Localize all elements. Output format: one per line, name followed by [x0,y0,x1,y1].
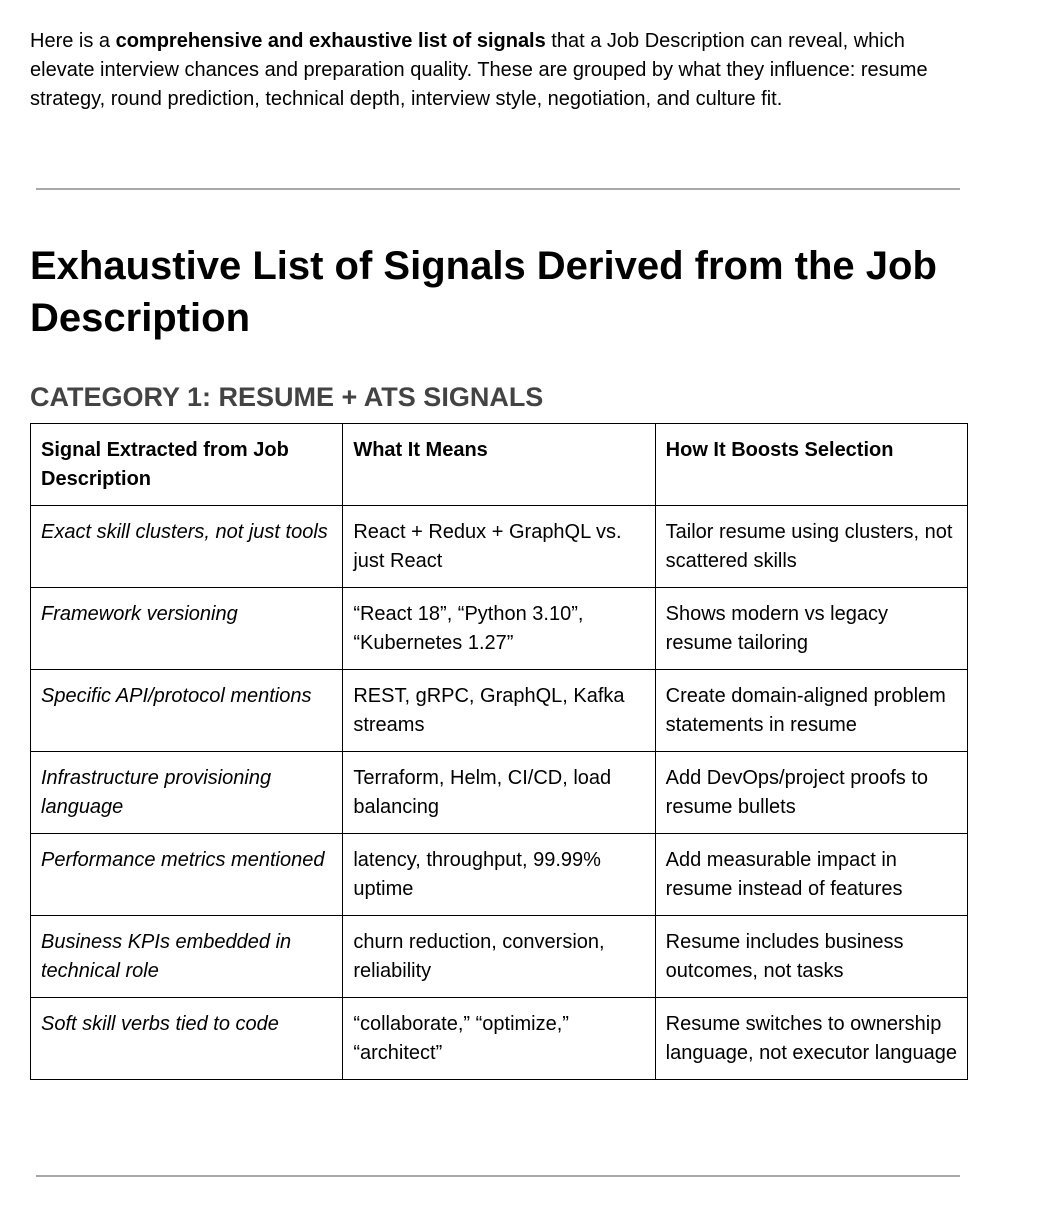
table-row [31,834,968,916]
meaning-cell: “collaborate,” “optimize,” “architect” [343,998,655,1080]
meaning-cell: React + Redux + GraphQL vs. just React [343,506,655,588]
table-row [31,506,968,588]
boost-cell: Shows modern vs legacy resume tailoring [655,588,967,670]
table-row [31,588,968,670]
signal-cell: Specific API/protocol mentions [31,670,343,752]
page-title: Exhaustive List of Signals Derived from the Job Description [30,244,937,340]
boost-cell: Add DevOps/project proofs to resume bullets [655,752,967,834]
table-header-row [31,424,968,506]
signal-cell: Exact skill clusters, not just tools [31,506,343,588]
signal-cell: Performance metrics mentioned [31,834,343,916]
boost-cell: Resume includes business outcomes, not tasks [655,916,967,998]
header-boost: How It Boosts Selection [655,424,967,506]
meaning-cell: churn reduction, conversion, reliability [343,916,655,998]
header-signal: Signal Extracted from Job Description [31,424,343,506]
header-meaning: What It Means [343,424,655,506]
intro-text-after: that a Job Description can reveal, which elevate interview chances and preparation quality. These are grouped by what they influence: resume strategy, round prediction, technical depth, interview style, negotiation, and culture fit. [30,30,928,110]
boost-cell: Tailor resume using clusters, not scattered skills [655,506,967,588]
boost-cell: Resume switches to ownership language, not executor language [655,998,967,1080]
signal-cell: Soft skill verbs tied to code [31,998,343,1080]
table-row [31,670,968,752]
table-row [31,916,968,998]
meaning-cell: Terraform, Helm, CI/CD, load balancing [343,752,655,834]
table-row [31,998,968,1080]
signal-cell: Framework versioning [31,588,343,670]
intro-text-before: Here is a [30,30,116,52]
horizontal-rule [36,188,960,190]
intro-text-bold: comprehensive and exhaustive list of signals [115,30,546,52]
meaning-cell: REST, gRPC, GraphQL, Kafka streams [343,670,655,752]
boost-cell: Add measurable impact in resume instead of features [655,834,967,916]
meaning-cell: “React 18”, “Python 3.10”, “Kubernetes 1.27” [343,588,655,670]
category-heading: CATEGORY 1: RESUME + ATS SIGNALS [30,382,544,412]
meaning-cell: latency, throughput, 99.99% uptime [343,834,655,916]
signal-cell: Infrastructure provisioning language [31,752,343,834]
signal-cell: Business KPIs embedded in technical role [31,916,343,998]
intro-paragraph [30,27,960,114]
signals-table [30,423,968,1080]
table-row [31,752,968,834]
boost-cell: Create domain-aligned problem statements in resume [655,670,967,752]
horizontal-rule [36,1175,960,1177]
